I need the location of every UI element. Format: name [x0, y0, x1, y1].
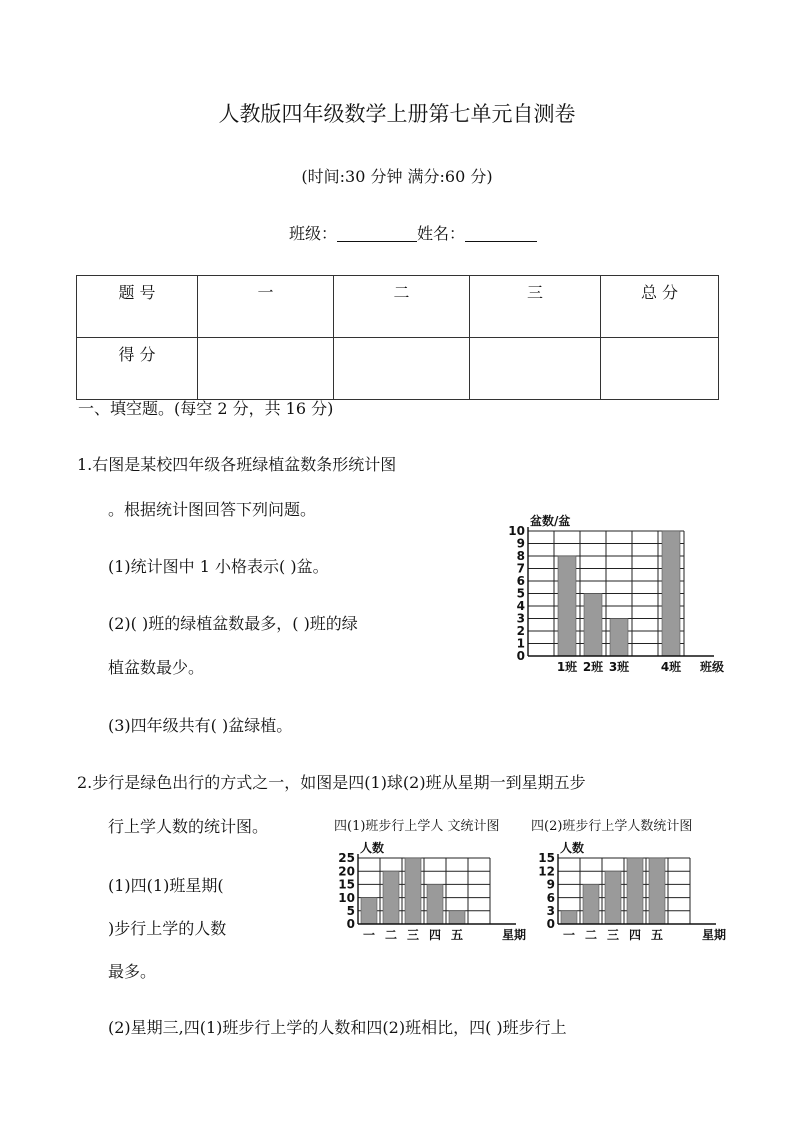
- chart-bar: [558, 556, 576, 656]
- exam-time-info: (时间:30 分钟 满分:60 分): [301, 167, 493, 186]
- y-tick-label: 7: [516, 561, 525, 576]
- x-tick-label: 4班: [660, 660, 682, 674]
- q2-text-line1: 2.步行是绿色出行的方式之一，如图是四(1)球(2)班从星期一到星期五步: [77, 773, 586, 792]
- student-info-line: [289, 221, 537, 244]
- y-tick-label: 0: [546, 917, 555, 932]
- chart-bar: [561, 911, 577, 924]
- chart-bar: [662, 531, 680, 656]
- y-tick-label: 25: [338, 851, 355, 866]
- table-cell: 得 分: [77, 338, 198, 400]
- chart-title-class1: 四(1)班步行上学人 文统计图: [334, 819, 500, 834]
- y-tick-label: 2: [516, 624, 525, 639]
- x-tick-label: 五: [650, 928, 664, 942]
- y-tick-label: 3: [546, 904, 555, 918]
- y-tick-label: 10: [338, 890, 355, 905]
- y-tick-label: 20: [338, 864, 355, 879]
- q1-part1: (1)统计图中 1 小格表示( )盆。: [108, 557, 329, 576]
- table-row: [77, 338, 719, 400]
- y-tick-label: 15: [538, 851, 555, 866]
- x-tick-label: 2班: [582, 660, 604, 674]
- y-tick-label: 0: [516, 649, 525, 664]
- y-tick-label: 10: [508, 524, 525, 539]
- y-tick-label: 15: [338, 877, 355, 892]
- chart-bar: [627, 858, 643, 924]
- y-tick-label: 12: [538, 864, 555, 879]
- q1-part3: (3)四年级共有( )盆绿植。: [108, 716, 293, 735]
- x-tick-label: 三: [406, 928, 420, 942]
- table-cell: 题 号: [77, 276, 198, 338]
- y-axis-title: 人数: [360, 841, 385, 855]
- y-tick-label: 6: [516, 574, 525, 589]
- q1-part2-line2: 植盆数最少。: [108, 658, 205, 677]
- q2-part1-line3: 最多。: [108, 962, 157, 981]
- y-tick-label: 6: [546, 890, 555, 905]
- table-cell: 一: [198, 276, 334, 338]
- x-tick-label: 二: [384, 928, 398, 942]
- x-axis-title: 星期: [501, 928, 527, 942]
- chart-bar: [583, 884, 599, 924]
- chart-bar: [584, 594, 602, 657]
- y-axis-title: 人数: [560, 841, 585, 855]
- x-tick-label: 五: [450, 928, 464, 942]
- class-blank[interactable]: [337, 225, 417, 242]
- y-tick-label: 5: [516, 586, 525, 601]
- class1-walking-chart: [328, 838, 528, 946]
- x-tick-label: 1班: [556, 660, 578, 674]
- score-cell[interactable]: [601, 338, 719, 400]
- plants-bar-chart: [505, 505, 725, 680]
- q2-part1-line2: )步行上学的人数: [108, 919, 227, 938]
- chart-title-class2: 四(2)班步行上学人数统计图: [531, 819, 693, 834]
- chart-bar: [610, 619, 628, 657]
- x-axis-title: 班级: [699, 660, 725, 674]
- q2-part2: (2)星期三,四(1)班步行上学的人数和四(2)班相比，四( )班步行上: [108, 1018, 567, 1037]
- table-cell: 二: [334, 276, 470, 338]
- class2-walking-chart: [528, 838, 728, 946]
- q1-text-line1: 1.右图是某校四年级各班绿植盆数条形统计图: [77, 455, 397, 474]
- chart-bar: [405, 858, 421, 924]
- chart-bar: [649, 858, 665, 924]
- y-tick-label: 9: [546, 877, 555, 892]
- name-label: 姓名：: [417, 224, 466, 243]
- y-tick-label: 1: [516, 636, 525, 651]
- score-table: [76, 275, 719, 400]
- chart-bar: [605, 871, 621, 924]
- y-tick-label: 4: [516, 599, 525, 614]
- chart-bar: [361, 898, 377, 924]
- section-heading: 一、填空题。(每空 2 分，共 16 分): [78, 399, 334, 418]
- y-tick-label: 5: [346, 904, 355, 918]
- score-cell[interactable]: [470, 338, 601, 400]
- q2-text-line2: 行上学人数的统计图。: [108, 817, 269, 836]
- x-tick-label: 四: [628, 928, 642, 942]
- y-axis-title: 盆数/盆: [530, 514, 571, 528]
- x-tick-label: 一: [562, 928, 576, 942]
- class-label: 班级：: [289, 224, 338, 243]
- q1-text-line2: 。根据统计图回答下列问题。: [108, 500, 317, 519]
- table-cell: 三: [470, 276, 601, 338]
- x-tick-label: 3班: [608, 660, 630, 674]
- y-tick-label: 3: [516, 611, 525, 626]
- q2-part1-line1: (1)四(1)班星期(: [108, 876, 224, 895]
- chart-bar: [449, 911, 465, 924]
- y-tick-label: 0: [346, 917, 355, 932]
- x-tick-label: 四: [428, 928, 442, 942]
- x-tick-label: 一: [362, 928, 376, 942]
- table-cell: 总 分: [601, 276, 719, 338]
- x-axis-title: 星期: [701, 928, 727, 942]
- chart-bar: [383, 871, 399, 924]
- x-tick-label: 三: [606, 928, 620, 942]
- score-cell[interactable]: [334, 338, 470, 400]
- name-blank[interactable]: [465, 225, 537, 242]
- y-tick-label: 8: [516, 549, 525, 564]
- score-cell[interactable]: [198, 338, 334, 400]
- y-tick-label: 9: [516, 536, 525, 551]
- chart-bar: [427, 884, 443, 924]
- page-title: 人教版四年级数学上册第七单元自测卷: [218, 102, 576, 126]
- table-row: [77, 276, 719, 338]
- q1-part2-line1: (2)( )班的绿植盆数最多，( )班的绿: [108, 614, 358, 633]
- x-tick-label: 二: [584, 928, 598, 942]
